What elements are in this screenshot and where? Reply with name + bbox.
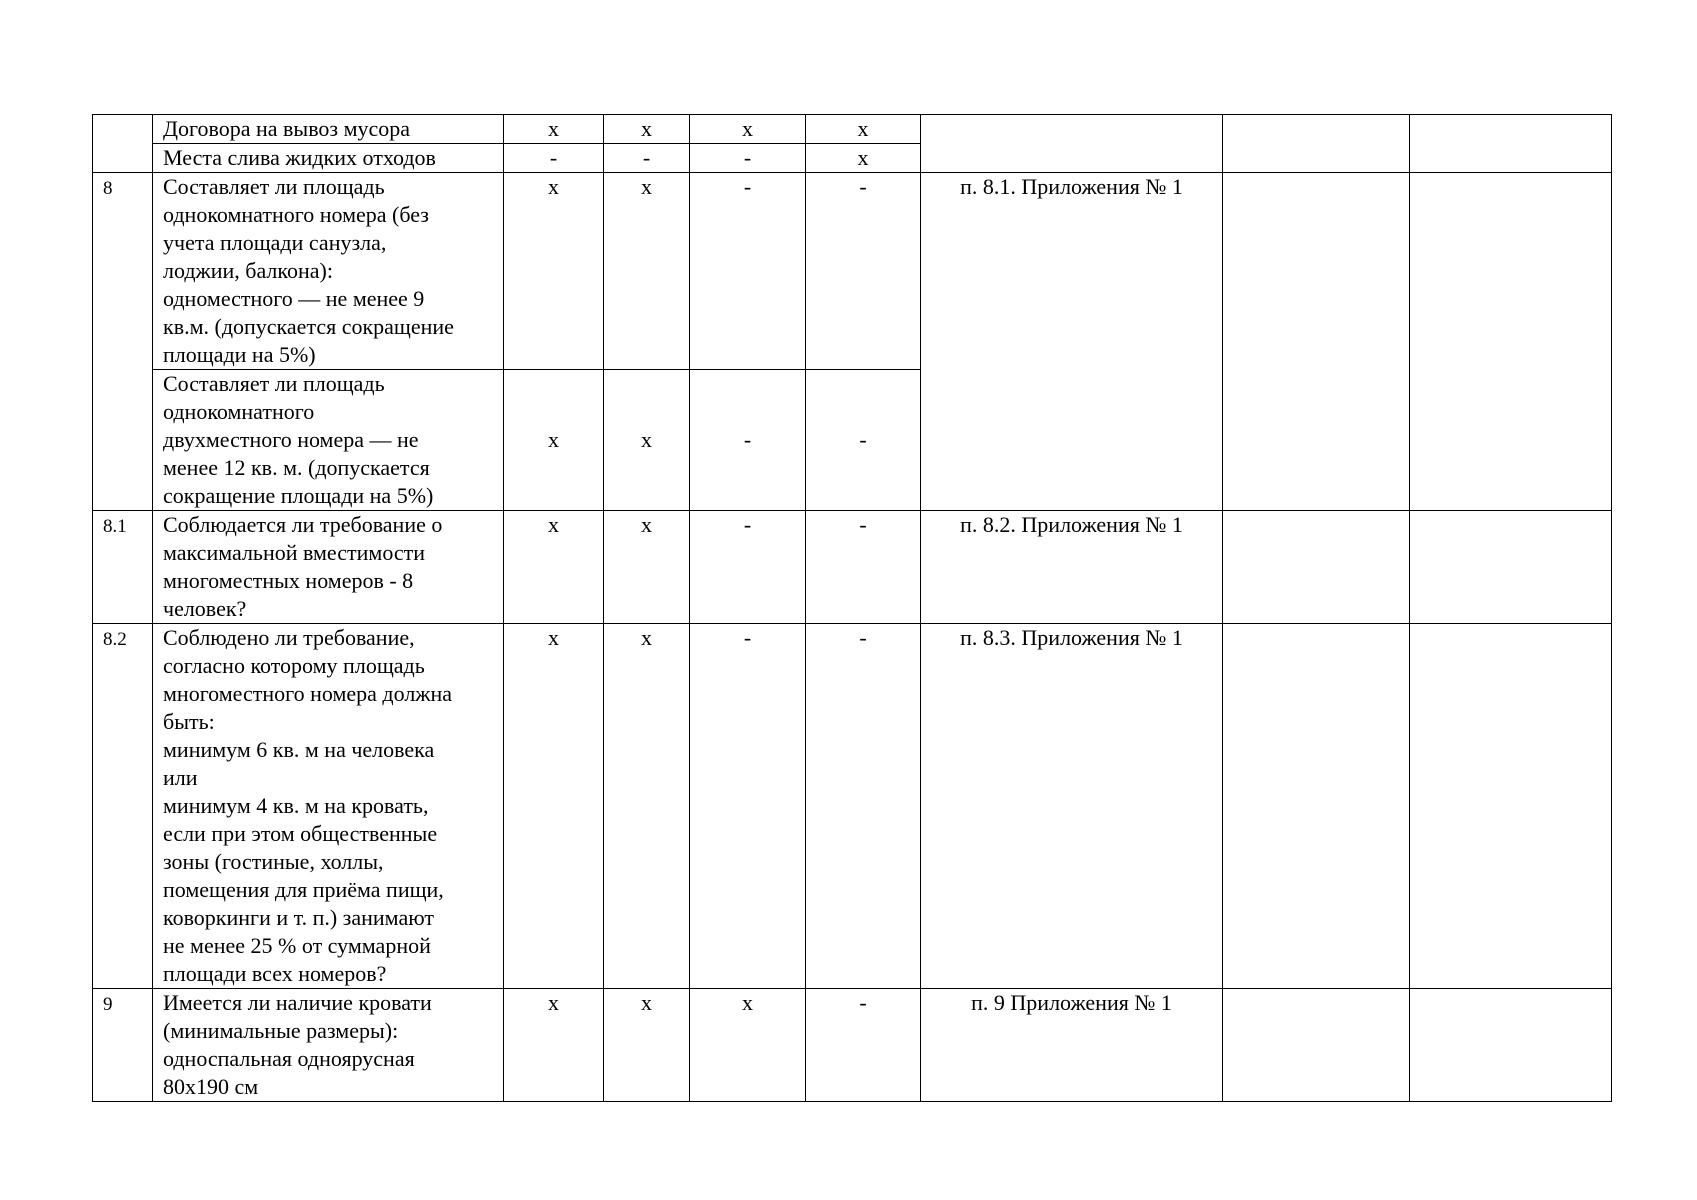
table-row <box>93 989 1612 1102</box>
question-line: согласно которому площадь <box>163 653 425 678</box>
table-row <box>93 624 1612 989</box>
table-row <box>93 173 1612 370</box>
mark-cell: - <box>806 511 921 624</box>
empty-cell <box>1410 989 1612 1102</box>
mark-cell: x <box>604 173 690 370</box>
question-line: коворкинги и т. п.) занимают <box>163 905 434 930</box>
empty-cell <box>1410 115 1612 173</box>
question-line: учета площади санузла, <box>163 230 387 255</box>
mark-cell: - <box>690 173 806 370</box>
mark-cell: x <box>504 115 604 144</box>
mark-cell: x <box>604 115 690 144</box>
question-cell <box>153 511 504 624</box>
question-line: площади всех номеров? <box>163 961 387 986</box>
mark-cell: x <box>604 370 690 511</box>
question-line: 80x190 см <box>163 1074 259 1099</box>
question-line: или <box>163 765 198 790</box>
mark-cell: - <box>690 370 806 511</box>
question-line: лоджии, балкона): <box>163 258 333 283</box>
empty-cell <box>1223 624 1410 989</box>
reference-cell: п. 8.2. Приложения № 1 <box>921 511 1223 624</box>
question-line: помещения для приёма пищи, <box>163 877 444 902</box>
empty-cell <box>1410 624 1612 989</box>
question-line: менее 12 кв. м. (допускается <box>163 455 430 480</box>
empty-cell <box>1410 511 1612 624</box>
question-line: двухместного номера — не <box>163 427 419 452</box>
question-cell <box>153 173 504 370</box>
mark-cell: x <box>504 511 604 624</box>
reference-cell: п. 8.3. Приложения № 1 <box>921 624 1223 989</box>
question-line: многоместного номера должна <box>163 681 453 706</box>
mark-cell: x <box>604 511 690 624</box>
mark-cell: - <box>604 144 690 173</box>
reference-cell: п. 8.1. Приложения № 1 <box>921 173 1223 511</box>
item-number: 8.1 <box>93 511 153 624</box>
mark-cell: - <box>690 144 806 173</box>
question-cell <box>153 370 504 511</box>
question-line: кв.м. (допускается сокращение <box>163 314 454 339</box>
question-line: минимум 6 кв. м на человека <box>163 737 435 762</box>
mark-cell: x <box>504 989 604 1102</box>
mark-cell: x <box>604 989 690 1102</box>
mark-cell: x <box>690 115 806 144</box>
question-line: одноместного — не менее 9 <box>163 286 425 311</box>
checklist-table <box>92 114 1612 1102</box>
question-line: человек? <box>163 596 247 621</box>
question-line: Имеется ли наличие кровати <box>163 990 432 1015</box>
question-cell <box>153 624 504 989</box>
question-line: Составляет ли площадь <box>163 371 385 396</box>
mark-cell: x <box>806 144 921 173</box>
item-number: 9 <box>93 989 153 1102</box>
mark-cell: - <box>690 511 806 624</box>
mark-cell: x <box>806 115 921 144</box>
mark-cell: x <box>604 624 690 989</box>
question-line: Соблюдено ли требование, <box>163 625 415 650</box>
mark-cell: x <box>504 173 604 370</box>
question-line: если при этом общественные <box>163 821 438 846</box>
mark-cell: - <box>806 989 921 1102</box>
mark-cell: - <box>806 173 921 370</box>
empty-cell <box>1223 173 1410 511</box>
question-line: максимальной вместимости <box>163 540 426 565</box>
question-line: Составляет ли площадь <box>163 174 385 199</box>
empty-cell <box>1223 115 1410 173</box>
question-line: быть: <box>163 709 215 734</box>
question-line: однокомнатного <box>163 399 315 424</box>
question-line: сокращение площади на 5%) <box>163 483 434 508</box>
mark-cell: x <box>504 624 604 989</box>
question-line: минимум 4 кв. м на кровать, <box>163 793 429 818</box>
question-cell: Договора на вывоз мусора <box>153 115 504 144</box>
reference-cell <box>921 115 1223 173</box>
item-number: 8 <box>93 173 153 511</box>
mark-cell: x <box>690 989 806 1102</box>
mark-cell: - <box>806 370 921 511</box>
question-line: (минимальные размеры): <box>163 1018 399 1043</box>
table-row <box>93 115 1612 144</box>
question-line: односпальная одноярусная <box>163 1046 415 1071</box>
mark-cell: - <box>504 144 604 173</box>
question-line: площади на 5%) <box>163 342 316 367</box>
item-number <box>93 115 153 173</box>
question-line: многоместных номеров - 8 <box>163 568 414 593</box>
reference-cell: п. 9 Приложения № 1 <box>921 989 1223 1102</box>
mark-cell: - <box>690 624 806 989</box>
question-line: однокомнатного номера (без <box>163 202 429 227</box>
empty-cell <box>1223 511 1410 624</box>
question-cell: Места слива жидких отходов <box>153 144 504 173</box>
mark-cell: - <box>806 624 921 989</box>
item-number: 8.2 <box>93 624 153 989</box>
question-line: зоны (гостиные, холлы, <box>163 849 384 874</box>
empty-cell <box>1223 989 1410 1102</box>
mark-cell: x <box>504 370 604 511</box>
question-cell <box>153 989 504 1102</box>
table-row <box>93 511 1612 624</box>
empty-cell <box>1410 173 1612 511</box>
question-line: Соблюдается ли требование о <box>163 512 443 537</box>
question-line: не менее 25 % от суммарной <box>163 933 431 958</box>
